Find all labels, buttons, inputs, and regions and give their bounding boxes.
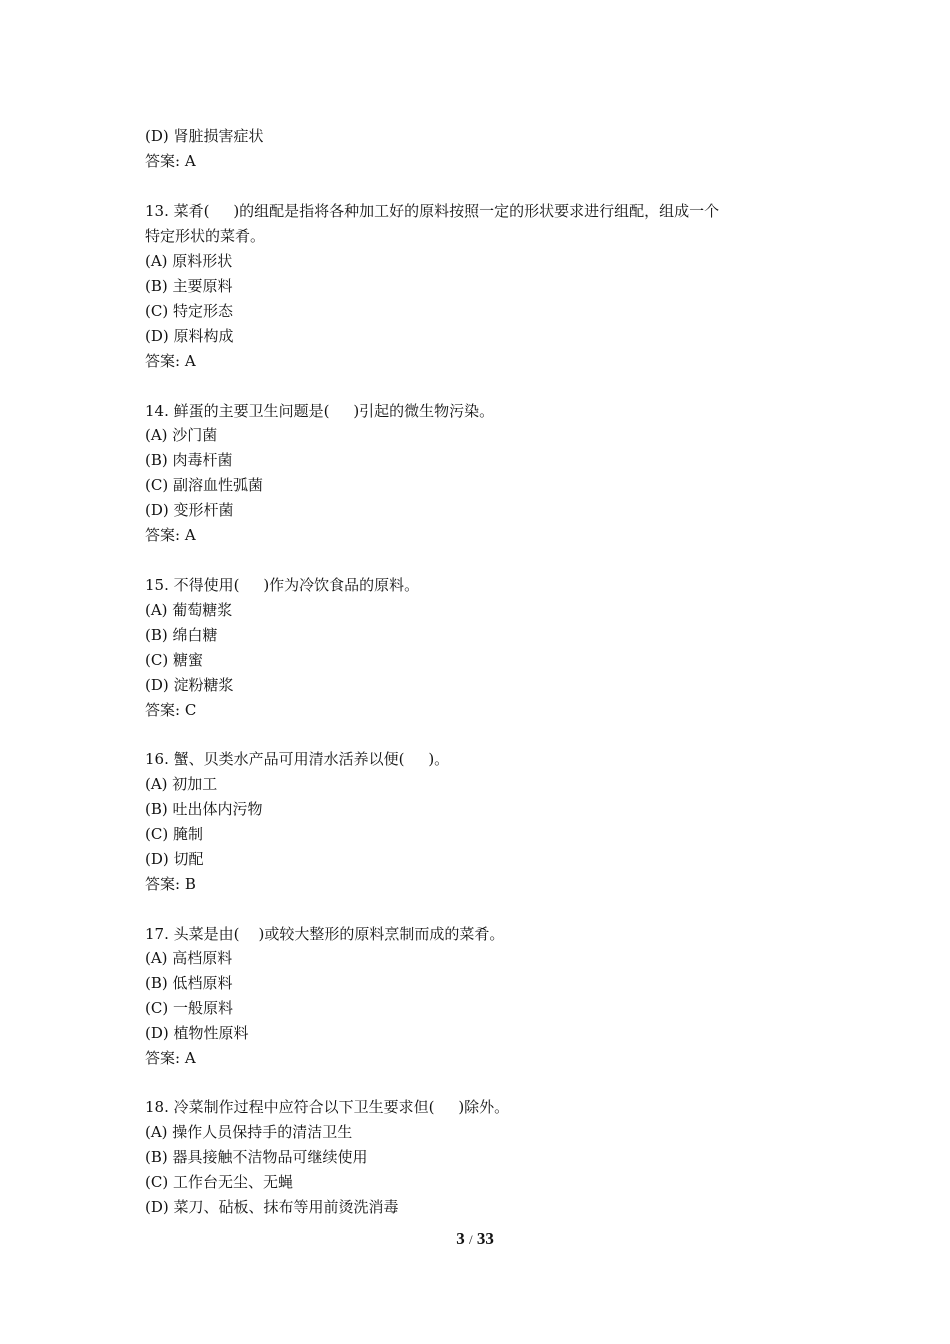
option-b: (B) 绵白糖 [145,626,218,644]
option-d: (D) 原料构成 [145,327,234,345]
option-c: (C) 特定形态 [145,302,233,320]
answer: 答案: B [145,875,196,893]
option-b: (B) 器具接触不洁物品可继续使用 [145,1148,368,1166]
question-stem: 16. 蟹、贝类水产品可用清水活养以便( )。 [145,750,450,768]
option-a: (A) 操作人员保持手的清洁卫生 [145,1123,353,1141]
option-d: (D) 变形杆菌 [145,501,234,519]
option-d: (D) 切配 [145,850,204,868]
answer: 答案: A [145,1049,196,1067]
option-d: (D) 肾脏损害症状 [145,127,264,145]
total-pages: 33 [476,1229,494,1248]
page-number [0,1228,950,1251]
answer: 答案: A [145,526,196,544]
option-b: (B) 吐出体内污物 [145,800,263,818]
option-a: (A) 高档原料 [145,949,233,967]
answer: 答案: C [145,701,197,719]
option-c: (C) 糖蜜 [145,651,203,669]
option-a: (A) 初加工 [145,775,218,793]
question-stem: 15. 不得使用( )作为冷饮食品的原料。 [145,576,420,594]
current-page: 3 [456,1229,465,1248]
question-stem: 17. 头菜是由( )或较大整形的原料烹制而成的菜肴。 [145,925,505,943]
question-stem-continued: 特定形状的菜肴。 [145,227,266,245]
option-c: (C) 副溶血性弧菌 [145,476,263,494]
option-d: (D) 淀粉糖浆 [145,676,234,694]
question-stem: 13. 菜肴( )的组配是指将各种加工好的原料按照一定的形状要求进行组配，组成一个 [145,202,720,220]
answer: 答案: A [145,152,196,170]
option-a: (A) 沙门菌 [145,426,218,444]
option-c: (C) 工作台无尘、无蝇 [145,1173,293,1191]
answer: 答案: A [145,352,196,370]
option-a: (A) 原料形状 [145,252,233,270]
option-a: (A) 葡萄糖浆 [145,601,233,619]
page-separator: / [468,1232,473,1247]
option-b: (B) 主要原料 [145,277,233,295]
option-b: (B) 肉毒杆菌 [145,451,233,469]
option-d: (D) 植物性原料 [145,1024,249,1042]
option-d: (D) 菜刀、砧板、抹布等用前烫洗消毒 [145,1198,399,1216]
option-c: (C) 腌制 [145,825,203,843]
question-stem: 18. 冷菜制作过程中应符合以下卫生要求但( )除外。 [145,1098,510,1116]
option-b: (B) 低档原料 [145,974,233,992]
question-stem: 14. 鲜蛋的主要卫生问题是( )引起的微生物污染。 [145,402,495,420]
option-c: (C) 一般原料 [145,999,233,1017]
